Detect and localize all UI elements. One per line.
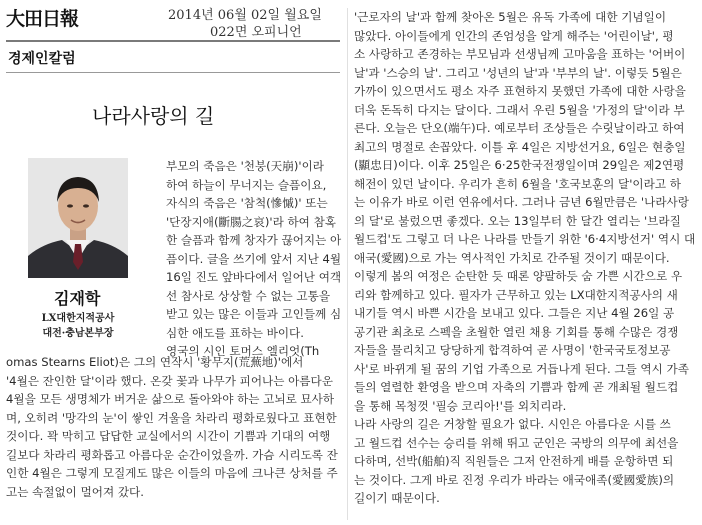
article-line: 길보다 차라리 평화롭고 아름다운 순간이었을까. 가슴 시리도록 잔 <box>6 447 338 462</box>
issue-date: 2014년 06월 02일 월요일 <box>168 8 322 23</box>
author-organization: LX대한지적공사 <box>41 313 115 324</box>
article-column-1-continued <box>6 353 346 501</box>
article-line: 해전이 있던 날이다. 우리가 흔히 6월을 '호국보훈의 달'이라고 하 <box>354 176 681 191</box>
article-line: 부모의 죽음은 '천붕(天崩)'이라 <box>166 159 324 173</box>
article-line: (顯忠日)이다. 이후 25일은 6·25한국전쟁일이며 29일은 제2연평 <box>354 158 685 172</box>
article-line: 영국의 시인 토머스 엘리엇(Th <box>166 344 320 358</box>
article-column-2 <box>354 8 698 508</box>
author-portrait-icon <box>28 158 128 278</box>
article-line: 받고 있는 많은 이들과 고인들께 심 <box>166 307 342 321</box>
article-line: 의 달'로 불렀으면 좋겠다. 오는 13일부터 한 달간 열리는 '브라질 <box>354 213 681 228</box>
article-line: 길이기 때문이다. <box>354 491 440 505</box>
article-line: 다하며, 선박(船舶)직 직원들은 그저 안전하게 배를 운항하면 되 <box>354 454 674 468</box>
article-line: '단장지애(斷腸之哀)'라 하여 참혹 <box>166 214 336 229</box>
article-line: 고 월드컵 선수는 승리를 위해 뛰고 군인은 국방의 의무에 최선을 <box>354 435 679 450</box>
article-line: 이렇게 봄의 여정은 순탄한 듯 때론 양팔하듯 숨 가쁜 시간으로 우 <box>354 269 683 283</box>
article-line: 한 슬픔과 함께 창자가 끊어지는 아 <box>166 233 342 247</box>
article-line: 공기관 최초로 스펙을 초월한 열린 채용 기회를 통해 수많은 경쟁 <box>354 324 679 339</box>
article-line: 리와 함께하고 있다. 필자가 근무하고 있는 LX대한지적공사의 새 <box>354 287 678 302</box>
article-line: 하여 하늘이 무너지는 슬픔이요, <box>166 177 327 192</box>
headline: 나라사랑의 길 <box>92 104 215 128</box>
article-line: 인한 4월은 그렇게 모질게도 많은 이들의 마음에 크나큰 상처를 주 <box>6 466 338 480</box>
article-line: 내기들 역시 바쁜 시간을 보내고 있다. 그들은 지난 4월 26일 공 <box>354 306 675 320</box>
article-line: 가까이 있으면서도 평소 자주 표현하지 못했던 가족에 대한 사랑을 <box>354 84 686 98</box>
article-line: 는 것이다. 그게 바로 진정 우리가 바라는 애국애족(愛國愛族)의 <box>354 472 675 487</box>
article-line: 들의 열렬한 환영을 받으며 자축의 기쁨과 함께 곧 개최될 월드컵 <box>354 380 679 394</box>
article-line: 더욱 돈독히 다지는 달이다. 그래서 우린 5월을 '가정의 달'이라 부 <box>354 102 685 117</box>
article-line: 4월을 모든 생명체가 버거운 삶으로 돌아와야 하는 고뇌로 묘사하 <box>6 392 335 406</box>
article-line: 최고의 명절로 손꼽았다. 이틀 후 4일은 지방선거요, 6일은 현충일 <box>354 139 686 154</box>
column-divider <box>347 8 348 520</box>
article-line: 사'로 바뀌게 될 꿈의 기업 가족으로 거듭나게 된다. 그들 역시 가족 <box>354 361 689 376</box>
author-photo <box>28 158 128 278</box>
article-line: 고는 속절없이 멀어져 갔다. <box>6 484 144 499</box>
article-line: 나라 사랑의 길은 거창할 필요가 없다. 시인은 아름다운 시를 쓰 <box>354 417 671 431</box>
article-line: 는 이유가 바로 이런 연유에서다. 그러나 금년 6월만큼은 '나라사랑 <box>354 195 689 209</box>
article-column-1 <box>166 157 346 361</box>
article-line: 애국(愛國)으로 가는 역사적인 가치로 간주될 것이기 때문이다. <box>354 250 670 265</box>
article-line: 선 참사로 상상할 수 없는 고통을 <box>166 288 331 303</box>
section-title: 경제인칼럼 <box>8 51 76 67</box>
article-line: 자들을 물리치고 당당하게 합격하여 곧 사명이 '한국국토정보공 <box>354 343 671 357</box>
article-line: '근로자의 날'과 함께 찾아온 5월은 유독 가족에 대한 기념일이 <box>354 10 667 24</box>
header-divider <box>6 40 340 42</box>
article-line: 픔이다. 글을 쓰기에 앞서 지난 4월 <box>166 251 342 266</box>
newspaper-logo: 大田日報 <box>6 8 79 30</box>
article-line: omas Stearns Eliot)은 그의 연작시 '황무지(荒蕪地)'에서 <box>6 355 304 369</box>
article-line: 16일 진도 앞바다에서 일어난 여객 <box>166 270 342 284</box>
section-divider <box>6 72 340 73</box>
article-line: 날'과 '스승의 날'. 그리고 '성년의 날'과 '부부의 날'. 이렇듯 5월은 <box>354 65 682 80</box>
article-line: 자식의 죽음은 '참척(慘慽)' 또는 <box>166 196 328 210</box>
article-line: 른다. 오늘은 단오(端午)다. 예로부터 조상들은 수릿날이라고 하여 <box>354 121 685 135</box>
article-line: 것이다. 꽉 막히고 답답한 교실에서의 시간이 기쁨과 기대의 여행 <box>6 429 331 443</box>
article-line: 며, 오히려 '망각의 눈'이 쌓인 겨울을 차라리 평화로웠다고 표현한 <box>6 410 337 425</box>
article-line: 심한 애도를 표하는 바이다. <box>166 325 304 340</box>
article-line: 을 통해 목청껏 '필승 코리아!'를 외치리라. <box>354 398 567 413</box>
author-title: 대전·충남본부장 <box>42 328 114 339</box>
author-name: 김재학 <box>54 289 101 308</box>
article-line: '4월은 잔인한 달'이라 했다. 온갖 꽃과 나무가 피어나는 아름다운 <box>6 373 333 388</box>
article-line: 월드컵'도 그렇고 더 나은 나라를 만들기 위한 '6·4지방선거' 역시 대 <box>354 232 696 246</box>
article-line: 많았다. 아이들에게 인간의 존엄성을 알게 해주는 '어린이날', 평 <box>354 28 674 43</box>
page-info: 022면 오피니언 <box>210 25 302 40</box>
article-line: 소 사랑하고 존경하는 부모님과 선생님께 고마움을 표하는 '어버이 <box>354 47 686 61</box>
